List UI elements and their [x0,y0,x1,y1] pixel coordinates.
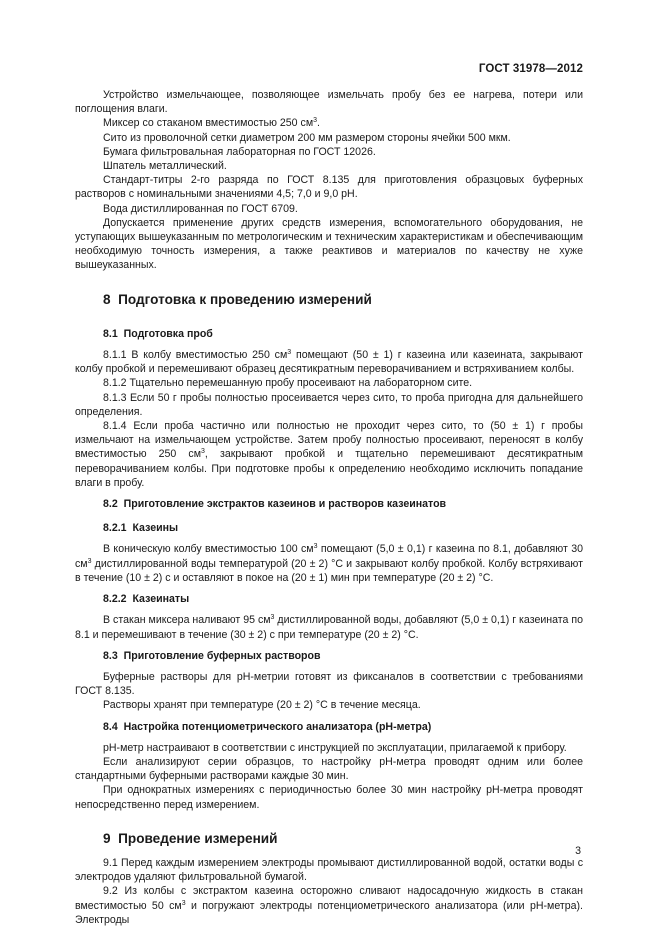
subsection-heading-8-2: 8.2 Приготовление экстрактов казеинов и растворов казеинатов [103,498,447,511]
paragraph-9-1: 9.1 Перед каждым измерением электроды промывают дистиллированной водой, остатки воды с электродов удаляют фильтровальной бумагой. [75,856,583,884]
paragraph-8-2-2: В стакан миксера наливают 95 $см^3$ дистиллированной воды, добавляют (5,0 ± 0,1) г казеината по 8.1 и перемешивают в течение (30 ± 2) с при температуре (20 ± 2) °С. [75,614,583,641]
standard-code-header: ГОСТ 31978—2012 [478,63,583,75]
paragraph-8-4-3: При однократных измерениях с периодичностью более 30 мин настройку рН-метра проводят непосредственно перед измерением. [75,784,583,811]
subsection-heading-8-4: 8.4 Настройка потенциометрического анализатора (рН-метра) [103,720,432,733]
paragraph-8-4-2: Если анализируют серии образцов, то настройку рН-метра проводят одним или более стандартными буферными растворами каждые 30 мин. [75,755,583,783]
paragraph-9-2: 9.2 Из колбы с экстрактом казеина осторожно сливают надосадочную жидкость в стакан вместимостью 50 $см^3$ и погружают электроды потенциометрического анализатора (или рН-метра). Электроды [75,885,583,926]
paragraph: Миксер со стаканом вместимостью 250 $см^3$. [103,117,320,130]
paragraph: Шпатель металлический. [103,160,227,173]
paragraph: Устройство измельчающее, позволяющее измельчать пробу без ее нагрева, потери или поглощения влаги. [75,89,583,116]
paragraph-8-3-2: Растворы хранят при температуре (20 ± 2) °С в течение месяца. [103,699,421,712]
paragraph-8-1-2: 8.1.2 Тщательно перемешанную пробу просеивают на лабораторном сите. [103,377,473,390]
paragraph: Допускается применение других средств измерения, вспомогательного оборудования, не уступающих вышеуказанным по метрологическим и техническим характеристикам и обеспечивающим необходимую точность измерения, а также реактивов и материалов по качеству не хуже вышеуказанных. [75,216,583,272]
subsection-heading-8-2-1: 8.2.1 Казеины [103,522,179,535]
paragraph-8-1-1: 8.1.1 В колбу вместимостью 250 $см^3$ помещают (50 ± 1) г казеина или казеината, закрывают колбу пробкой и перемешивают образец десятикратным переворачиванием и встряхиванием колбы. [75,349,583,376]
section-heading-8: 8 Подготовка к проведению измерений [103,291,372,307]
section-heading-9: 9 Проведение измерений [103,830,278,846]
paragraph-8-4-1: рН-метр настраивают в соответствии с инструкцией по эксплуатации, прилагаемой к прибору. [103,741,567,754]
page-number: 3 [575,845,581,857]
paragraph-8-2-1: В коническую колбу вместимостью 100 $см^3$ помещают (5,0 ± 0,1) г казеина по 8.1, добавляют 30 $см^3$ дистиллированной воды температурой (20 ± 2) °С и закрывают колбу пробкой. Колбу встряхивают в течение (10 ± 2) с и оставляют в покое на (20 ± 1) мин при температуре (20 ± 2) °С. [75,543,584,584]
paragraph: Стандарт-титры 2-го разряда по ГОСТ 8.135 для приготовления образцовых буферных растворов с номинальными значениями 4,5; 7,0 и 9,0 рН. [75,174,583,201]
paragraph-8-1-3: 8.1.3 Если 50 г пробы полностью просеивается через сито, то проба пригодна для дальнейшего определения. [75,391,583,418]
subsection-heading-8-2-2: 8.2.2 Казеинаты [103,593,190,606]
paragraph: Вода дистиллированная по ГОСТ 6709. [103,202,298,215]
subsection-heading-8-1: 8.1 Подготовка проб [103,327,213,340]
paragraph: Бумага фильтровальная лабораторная по ГОСТ 12026. [103,145,376,158]
page-content [75,88,583,927]
paragraph: Сито из проволочной сетки диаметром 200 мм размером стороны ячейки 500 мкм. [103,131,511,144]
subsection-heading-8-3: 8.3 Приготовление буферных растворов [103,649,321,662]
paragraph-8-1-4: 8.1.4 Если проба частично или полностью не проходит через сито, то (50 ± 1) г пробы измельчают на измельчающем устройстве. Затем пробу полностью просеивают, переносят в колбу вместимостью 250 $см^3$, закрывают пробкой и тщательно перемешивают десятикратным переворачиванием колбы. При подготовке пробы к определению необходимо исключить попадание влаги в пробу. [75,420,583,489]
paragraph-8-3-1: Буферные растворы для рН-метрии готовят из фиксаналов в соответствии с требованиями ГОСТ 8.135. [75,670,583,698]
